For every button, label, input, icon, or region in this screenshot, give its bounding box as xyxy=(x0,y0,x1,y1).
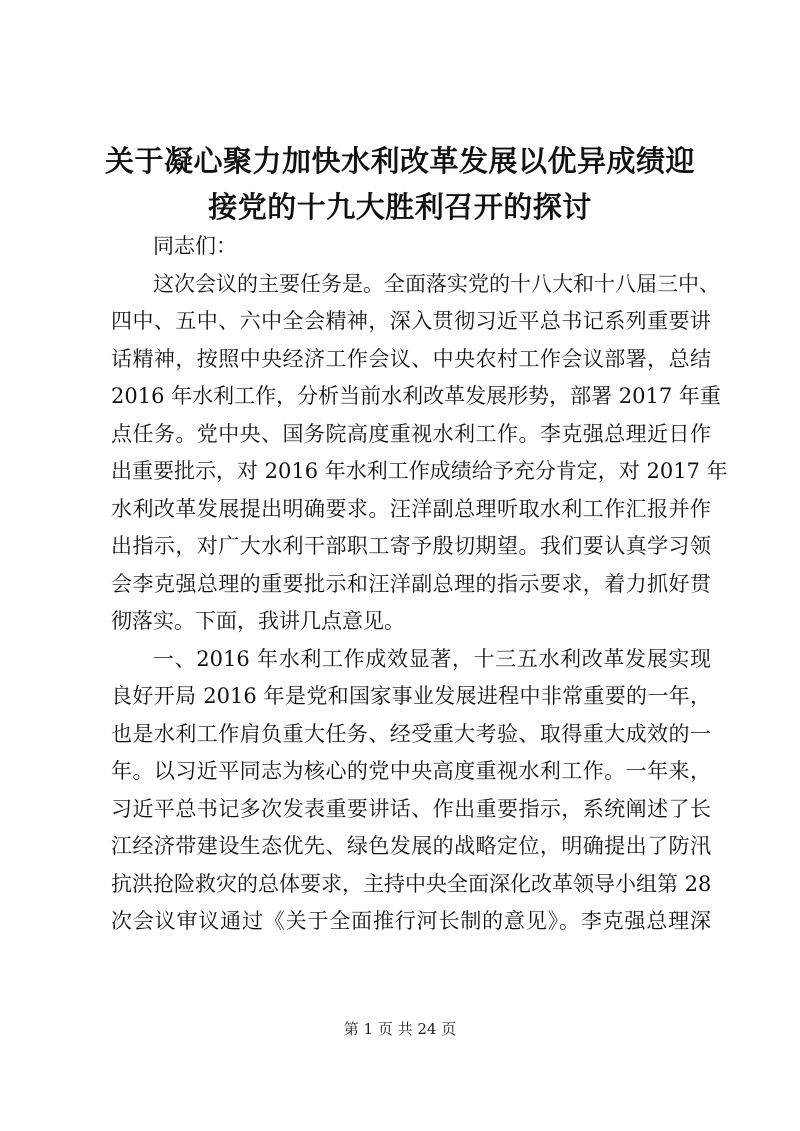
text-line: 抗洪抢险救灾的总体要求，主持中央全面深化改革领导小组第 28 xyxy=(111,871,712,896)
text-line: 江经济带建设生态优先、绿色发展的战略定位，明确提出了防汛 xyxy=(111,834,711,858)
text-line: 彻落实。下面，我讲几点意见。 xyxy=(111,609,405,633)
text-line: 出重要批示，对 2016 年水利工作成绩给予充分肯定，对 2017 年 xyxy=(111,459,728,483)
text-line: 会李克强总理的重要批示和汪洋副总理的指示要求，着力抓好贯 xyxy=(111,571,711,596)
text-line: 年。以习近平同志为核心的党中央高度重视水利工作。一年来， xyxy=(111,759,711,783)
text-line: 出指示，对广大水利干部职工寄予殷切期望。我们要认真学习领 xyxy=(111,534,711,558)
text-line: 2016 年水利工作，分析当前水利改革发展形势，部署 2017 年重 xyxy=(111,384,721,408)
paragraph-1 xyxy=(111,266,728,641)
title-line: 接党的十九大胜利召开的探讨 xyxy=(208,190,592,224)
text-line: 习近平总书记多次发表重要讲话、作出重要指示，系统阐述了长 xyxy=(111,796,711,821)
document-body xyxy=(111,228,728,941)
text-line: 四中、五中、六中全会精神，深入贯彻习近平总书记系列重要讲 xyxy=(111,309,711,333)
paragraph-2 xyxy=(111,641,711,941)
text-line: 良好开局 2016 年是党和国家事业发展进程中非常重要的一年， xyxy=(111,684,711,708)
text-line: 这次会议的主要任务是。全面落实党的十八大和十八届三中、 xyxy=(153,271,720,296)
text-line: 次会议审议通过《关于全面推行河长制的意见》。李克强总理深 xyxy=(111,909,711,933)
page-number-footer: 第 1 页 共 24 页 xyxy=(343,1020,457,1038)
text-line: 点任务。党中央、国务院高度重视水利工作。李克强总理近日作 xyxy=(111,421,711,446)
text-line: 也是水利工作肩负重大任务、经受重大考验、取得重大成效的一 xyxy=(111,721,711,746)
text-line: 水利改革发展提出明确要求。汪洋副总理听取水利工作汇报并作 xyxy=(111,496,711,521)
text-line: 话精神，按照中央经济工作会议、中央农村工作会议部署，总结 xyxy=(111,346,711,371)
text-line: 一、2016 年水利工作成效显著，十三五水利改革发展实现 xyxy=(153,646,711,671)
title-line: 关于凝心聚力加快水利改革发展以优异成绩迎 xyxy=(104,144,695,178)
document-title xyxy=(100,138,700,230)
salutation: 同志们： xyxy=(153,234,237,258)
